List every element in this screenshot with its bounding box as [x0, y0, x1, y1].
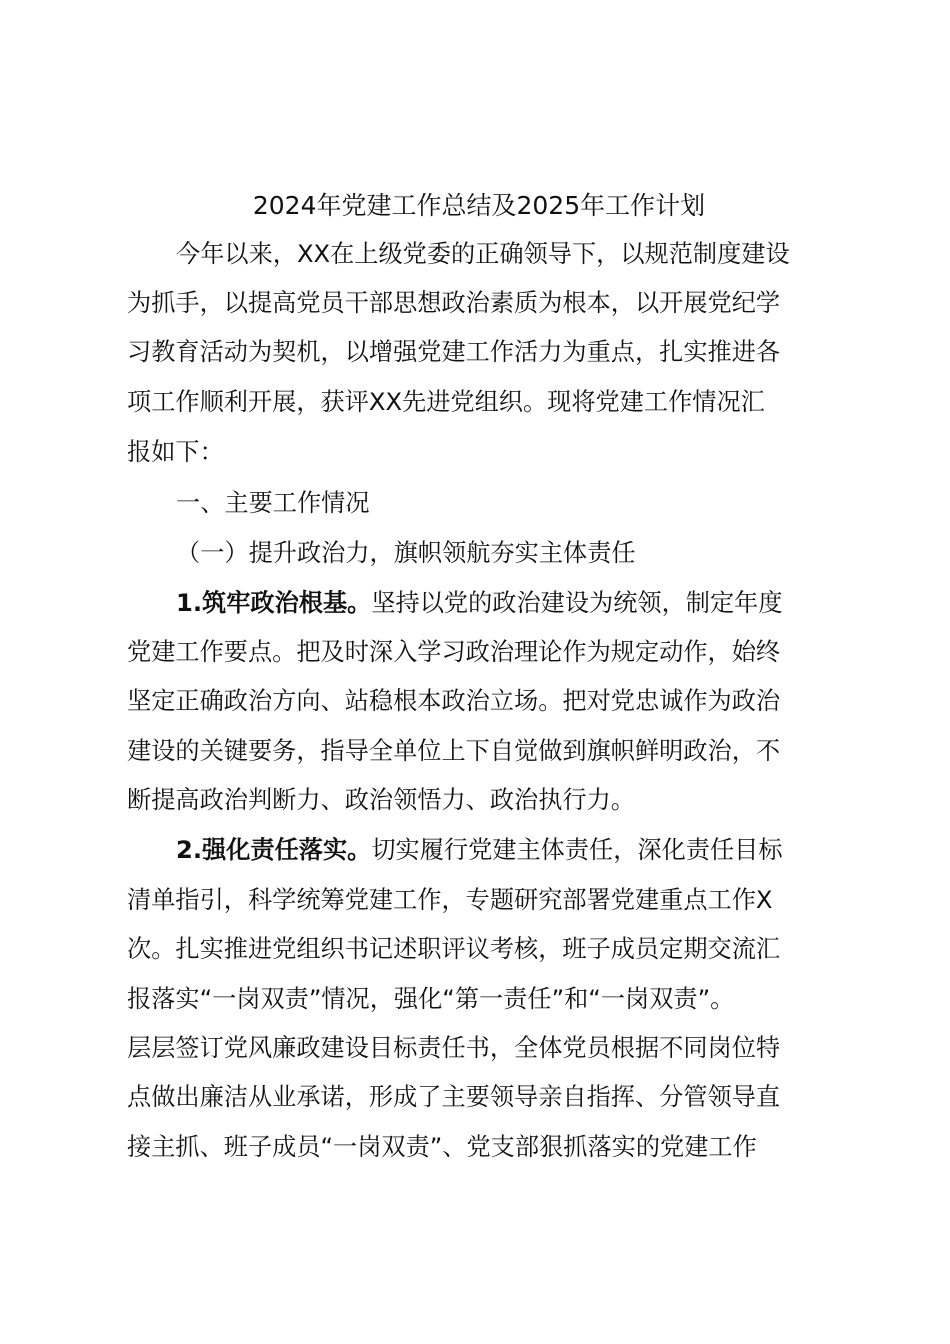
item1-line: 断提高政治判断力、政治领悟力、政治执行力。	[127, 786, 635, 814]
intro-line: 今年以来，XX在上级党委的正确领导下，以规范制度建设	[176, 240, 790, 268]
item1-first-line	[176, 585, 783, 621]
item2-line: 报落实“一岗双责”情况，强化“第一责任”和“一岗双责”。	[127, 985, 735, 1013]
item2-line: 点做出廉洁从业承诺，形成了主要领导亲自指挥、分管领导直	[127, 1083, 781, 1111]
item1-line: 党建工作要点。把及时深入学习政治理论作为规定动作，始终	[127, 638, 781, 666]
item2-line: 清单指引，科学统筹党建工作，专题研究部署党建重点工作X	[127, 886, 773, 914]
item1-lead: 1.筑牢政治根基。	[176, 589, 372, 617]
item2-line: 接主抓、班子成员“一岗双责”、党支部狠抓落实的党建工作	[127, 1133, 757, 1161]
item2-line: 层层签订党风廉政建设目标责任书，全体党员根据不同岗位特	[127, 1034, 781, 1062]
item2-first-line-text: 切实履行党建主体责任，深化责任目标	[371, 836, 783, 864]
intro-line: 报如下：	[127, 438, 224, 466]
intro-line: 为抓手，以提高党员干部思想政治素质为根本，以开展党纪学	[127, 289, 781, 317]
section-heading: 一、主要工作情况	[176, 489, 370, 517]
item2-lead: 2.强化责任落实。	[176, 836, 372, 864]
intro-line: 项工作顺利开展，获评XX先进党组织。现将党建工作情况汇	[127, 388, 765, 416]
item1-line: 建设的关键要务，指导全单位上下自觉做到旗帜鲜明政治，不	[127, 737, 781, 765]
document-title: 2024年党建工作总结及2025年工作计划	[252, 191, 706, 220]
item1-line: 坚定正确政治方向、站稳根本政治立场。把对党忠诚作为政治	[127, 687, 781, 715]
intro-line: 习教育活动为契机，以增强党建工作活力为重点，扎实推进各	[127, 338, 781, 366]
subsection-heading: （一）提升政治力，旗帜领航夯实主体责任	[176, 539, 636, 567]
item1-first-line-text: 坚持以党的政治建设为统领，制定年度	[371, 589, 783, 617]
item2-first-line	[176, 832, 783, 868]
item2-line: 次。扎实推进党组织书记述职评议考核，班子成员定期交流汇	[127, 935, 781, 963]
